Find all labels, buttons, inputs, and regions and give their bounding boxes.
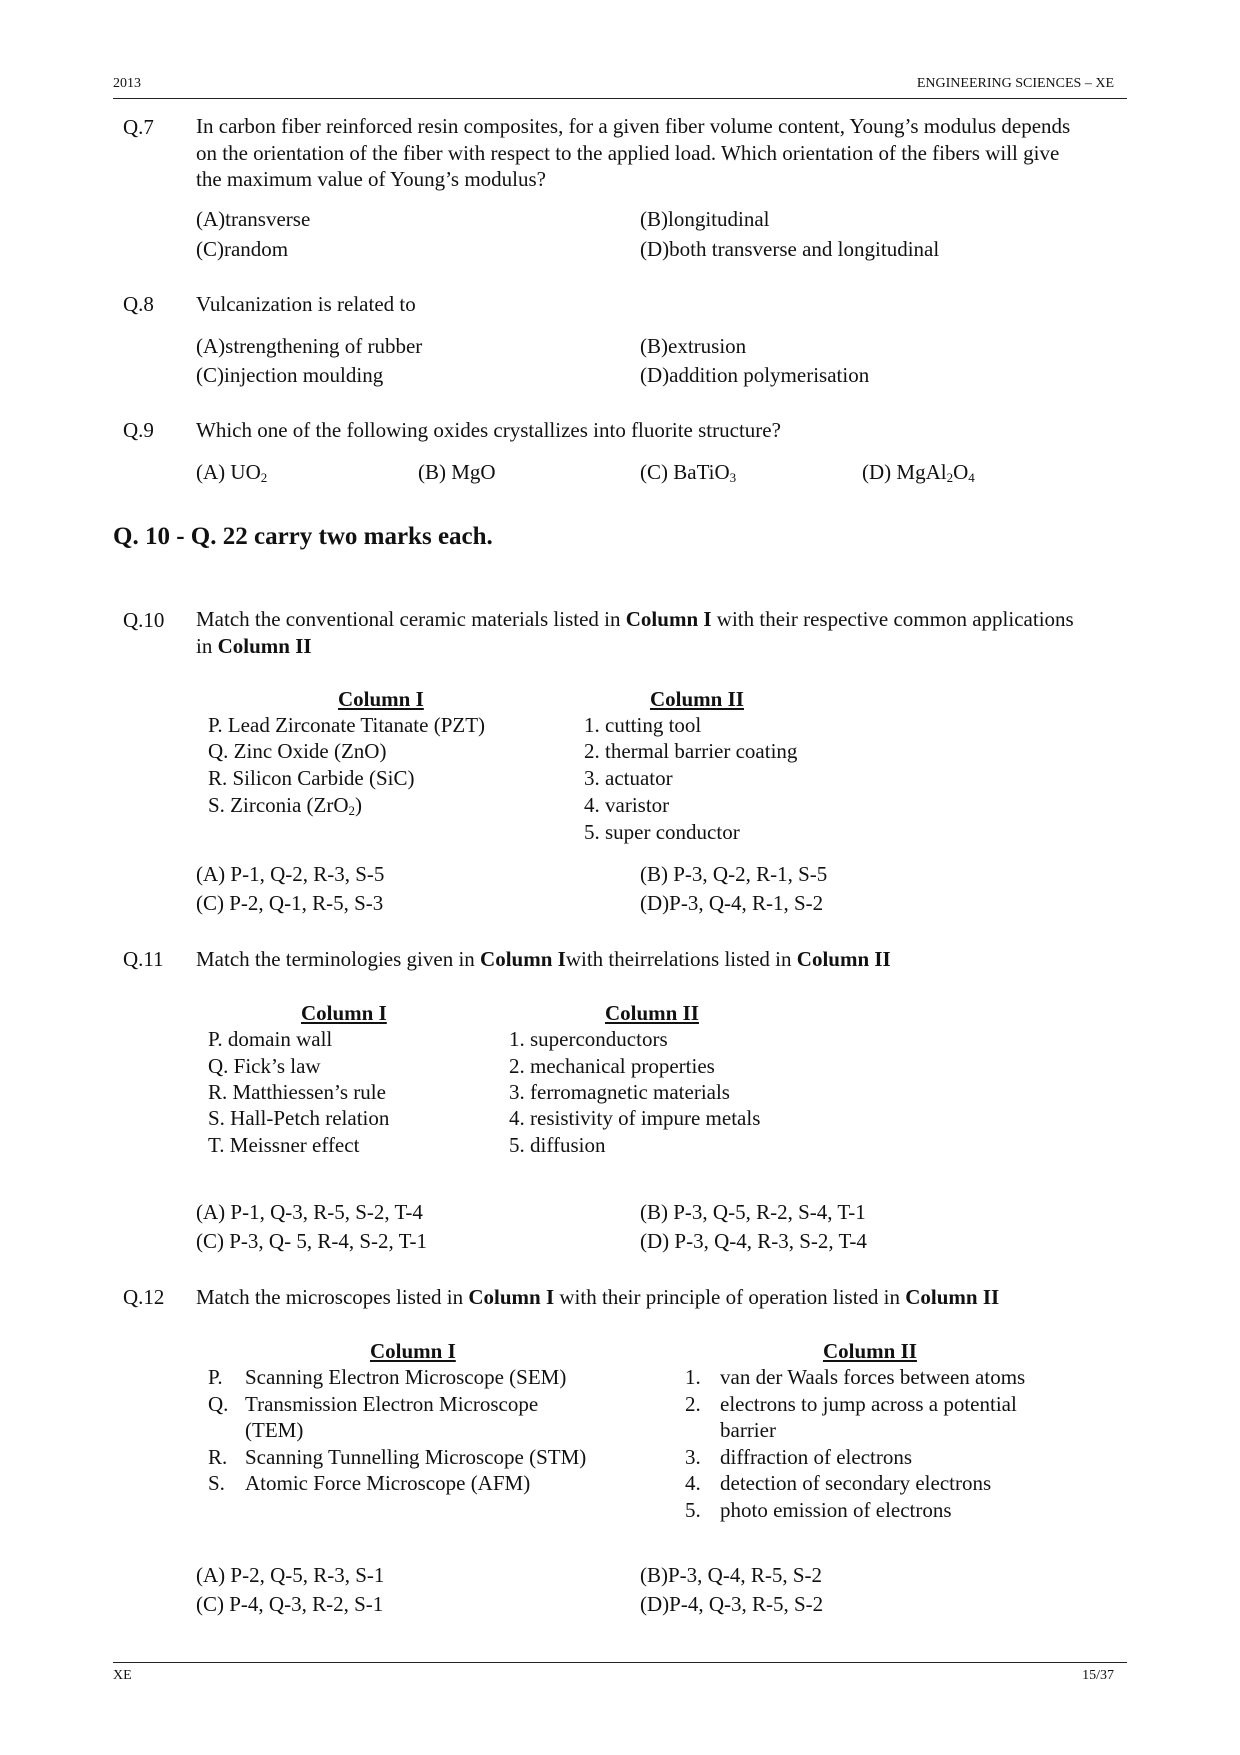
q11-col2-header: Column II	[605, 1001, 699, 1025]
q12-col1-line: Scanning Tunnelling Microscope (STM)	[245, 1445, 587, 1469]
q11-col1-item: P. domain wall	[208, 1027, 333, 1051]
q8-option-c: (C)injection moulding	[196, 363, 384, 387]
q7-option-b: (B)longitudinal	[640, 207, 770, 231]
q10-option-b: (B) P-3, Q-2, R-1, S-5	[640, 862, 828, 886]
q12-col1-line: (TEM)	[245, 1418, 304, 1442]
q9-option-c: (C) BaTiO$_3$	[640, 460, 737, 485]
q12-col2-number: 1.	[685, 1365, 701, 1389]
q8-number: Q.8	[123, 292, 154, 316]
q12-col2-line: electrons to jump across a potential	[720, 1392, 1017, 1416]
q10-col2-item: 5. super conductor	[584, 820, 740, 844]
q12-number: Q.12	[123, 1285, 165, 1309]
q12-col2-number: 2.	[685, 1392, 701, 1416]
q12-option-a: (A) P-2, Q-5, R-3, S-1	[196, 1563, 385, 1587]
q11-text: Match the terminologies given in Column Iwith theirrelations listed in Column II	[196, 947, 891, 971]
q11-col1-item: T. Meissner effect	[208, 1133, 360, 1157]
q10-option-c: (C) P-2, Q-1, R-5, S-3	[196, 891, 384, 915]
q8-text: Vulcanization is related to	[196, 292, 416, 316]
q12-option-d: (D)P-4, Q-3, R-5, S-2	[640, 1592, 824, 1616]
q11-col1-item: Q. Fick’s law	[208, 1054, 321, 1078]
q10-col2-item: 2. thermal barrier coating	[584, 739, 798, 763]
q12-col1-letter: Q.	[208, 1392, 229, 1416]
q10-text: Match the conventional ceramic materials listed in Column I with their respective common applications in Column II	[196, 607, 1074, 658]
q11-option-d: (D) P-3, Q-4, R-3, S-2, T-4	[640, 1229, 867, 1253]
q8-option-b: (B)extrusion	[640, 334, 747, 358]
q11-col2-item: 1. superconductors	[509, 1027, 668, 1051]
q10-col2-header: Column II	[650, 687, 744, 711]
q10-col1-item: Q. Zinc Oxide (ZnO)	[208, 739, 387, 763]
q7-option-a: (A)transverse	[196, 207, 311, 231]
q11-option-c: (C) P-3, Q- 5, R-4, S-2, T-1	[196, 1229, 428, 1253]
q11-col1-item: S. Hall-Petch relation	[208, 1106, 390, 1130]
q10-col1-item: S. Zirconia (ZrO$_2$)	[208, 793, 363, 818]
header-year: 2013	[113, 76, 141, 91]
q12-option-b: (B)P-3, Q-4, R-5, S-2	[640, 1563, 822, 1587]
q12-col1-header: Column I	[370, 1339, 456, 1363]
q12-option-c: (C) P-4, Q-3, R-2, S-1	[196, 1592, 384, 1616]
q12-col2-number: 3.	[685, 1445, 701, 1469]
q12-col2-header: Column II	[823, 1339, 917, 1363]
q12-col1-line: Scanning Electron Microscope (SEM)	[245, 1365, 567, 1389]
footer-page-number: 15/37	[1082, 1668, 1114, 1683]
q10-number: Q.10	[123, 608, 165, 632]
q11-option-a: (A) P-1, Q-3, R-5, S-2, T-4	[196, 1200, 423, 1224]
q12-col2-line: van der Waals forces between atoms	[720, 1365, 1026, 1389]
q12-col1-line: Atomic Force Microscope (AFM)	[245, 1471, 531, 1495]
q9-number: Q.9	[123, 418, 154, 442]
q12-col2-number: 4.	[685, 1471, 701, 1495]
q11-col1-header: Column I	[301, 1001, 387, 1025]
q12-col2-line: diffraction of electrons	[720, 1445, 913, 1469]
q10-col2-item: 4. varistor	[584, 793, 670, 817]
q11-col2-item: 5. diffusion	[509, 1133, 606, 1157]
q9-option-a: (A) $UO_2$	[196, 460, 268, 485]
footer-code: XE	[113, 1668, 132, 1683]
page-footer	[113, 1662, 1127, 1683]
q8-option-d: (D)addition polymerisation	[640, 363, 870, 387]
q10-col1-item: R. Silicon Carbide (SiC)	[208, 766, 415, 790]
q12-col2-number: 5.	[685, 1498, 701, 1522]
q12-col1-line: Transmission Electron Microscope	[245, 1392, 539, 1416]
q12-text: Match the microscopes listed in Column I with their principle of operation listed in Column II	[196, 1285, 1000, 1309]
q12-col2-line: photo emission of electrons	[720, 1498, 952, 1522]
q12-col1-letter: R.	[208, 1445, 228, 1469]
q7-text: In carbon fiber reinforced resin composites, for a given fiber volume content, Young’s modulus depends on the orientation of the fiber with respect to the applied load. Which orientation of the fibers will give the maximum value of Young’s modulus?	[196, 114, 1071, 191]
q11-number: Q.11	[123, 947, 164, 971]
q12-col2-line: barrier	[720, 1418, 776, 1442]
q10-col2-item: 3. actuator	[584, 766, 673, 790]
q9-text: Which one of the following oxides crystallizes into fluorite structure?	[196, 418, 781, 442]
q12-col2-line: detection of secondary electrons	[720, 1471, 992, 1495]
page-header	[113, 76, 1127, 99]
q11-col2-item: 2. mechanical properties	[509, 1054, 715, 1078]
q9-option-b: (B) MgO	[418, 460, 496, 484]
q10-col1-header: Column I	[338, 687, 424, 711]
q7-option-c: (C)random	[196, 237, 289, 261]
q7-number: Q.7	[123, 115, 154, 139]
q7-option-d: (D)both transverse and longitudinal	[640, 237, 940, 261]
q11-col2-item: 3. ferromagnetic materials	[509, 1080, 730, 1104]
q12-col1-letter: S.	[208, 1471, 225, 1495]
q11-col1-item: R. Matthiessen’s rule	[208, 1080, 386, 1104]
q11-option-b: (B) P-3, Q-5, R-2, S-4, T-1	[640, 1200, 866, 1224]
header-paper-title: ENGINEERING SCIENCES – XE	[916, 76, 1114, 91]
q9-option-d: (D) $MgAl_2O_4$	[862, 460, 975, 485]
q8-option-a: (A)strengthening of rubber	[196, 334, 423, 358]
q12-col1-letter: P.	[208, 1365, 223, 1389]
section-heading: Q. 10 - Q. 22 carry two marks each.	[113, 523, 493, 550]
q10-option-d: (D)P-3, Q-4, R-1, S-2	[640, 891, 824, 915]
q10-col1-item: P. Lead Zirconate Titanate (PZT)	[208, 713, 486, 737]
q10-option-a: (A) P-1, Q-2, R-3, S-5	[196, 862, 385, 886]
q11-col2-item: 4. resistivity of impure metals	[509, 1106, 761, 1130]
q10-col2-item: 1. cutting tool	[584, 713, 702, 737]
